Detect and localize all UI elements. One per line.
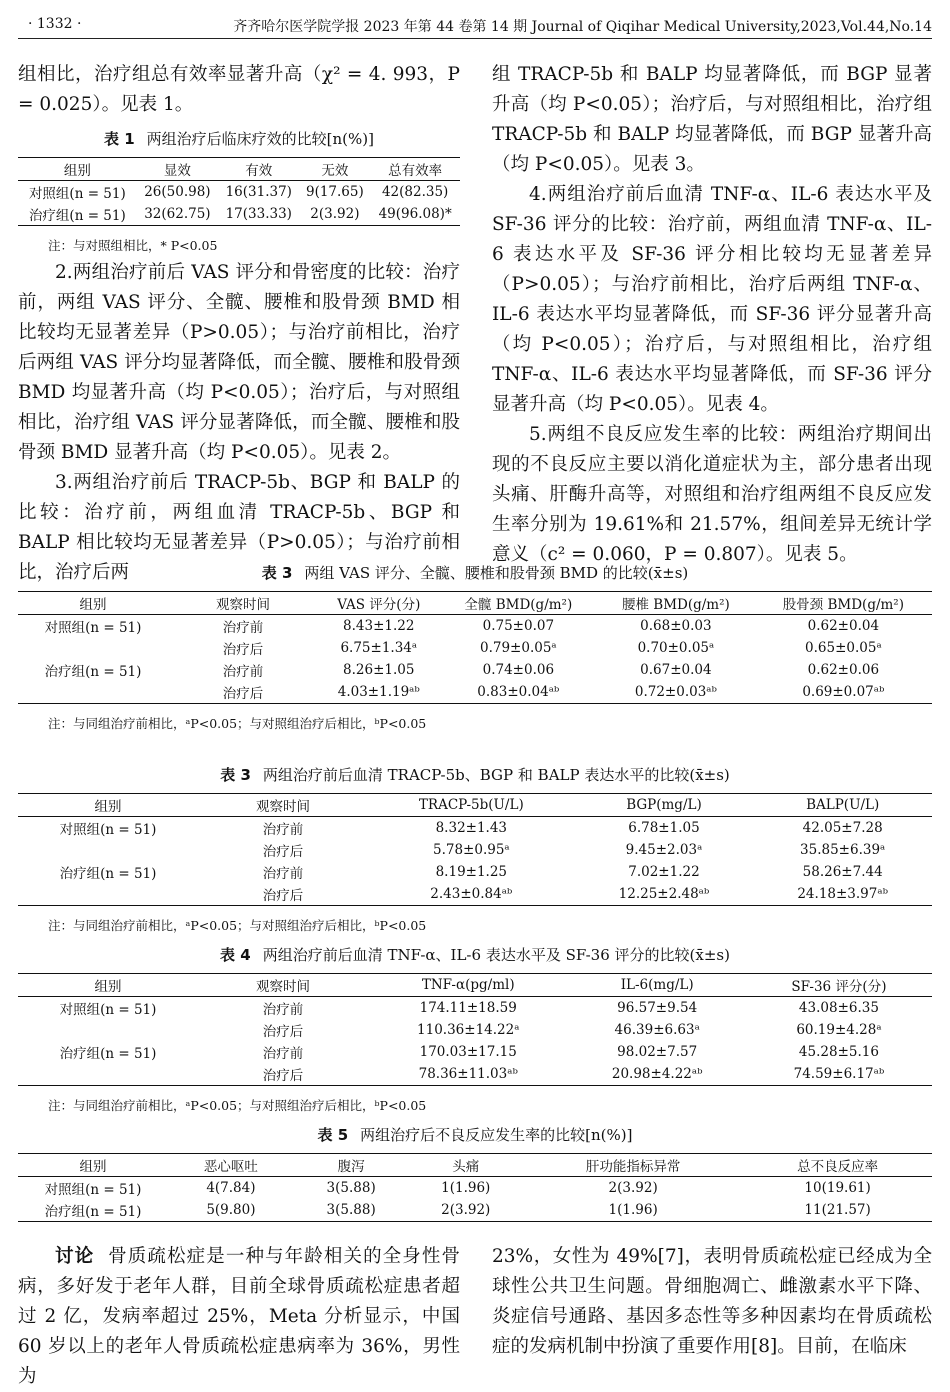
table-bone-markers-note: 注：与同组治疗前相比，ᵃP<0.05；与对照组治疗后相比，ᵇP<0.05 — [48, 918, 427, 933]
table-header-cell: 观察时间 — [168, 592, 318, 615]
table-adverse-title: 两组治疗后不良反应发生率的比较[n(%)] — [360, 1126, 633, 1144]
table-cell: 45.28±5.16 — [798, 1044, 879, 1060]
table-cell: 174.11±18.59 — [419, 1000, 517, 1016]
table-1-label: 表 1 — [104, 130, 135, 148]
table-inflammation-title: 两组治疗前后血清 TNF-α、IL-6 表达水平及 SF-36 评分的比较(x̄±s) — [262, 946, 730, 964]
table-1-header: 有效 — [218, 158, 299, 181]
table-header-cell: 腰椎 BMD(g/m²) — [597, 592, 755, 615]
table-cell: 9(17.65) — [305, 184, 364, 200]
table-cell: 35.85±6.39ᵃ — [800, 842, 886, 858]
table-cell: 98.02±7.57 — [617, 1044, 698, 1060]
table-header-cell: 观察时间 — [198, 794, 368, 817]
table-cell: 0.62±0.06 — [807, 662, 880, 678]
table-cell: 对照组(n = 51) — [59, 822, 157, 838]
table-cell: 治疗前 — [222, 620, 264, 636]
table-header-row — [18, 1154, 932, 1177]
table-row — [18, 1199, 932, 1222]
paragraph-result-5: 5.两组不良反应发生率的比较：两组治疗期间出现的不良反应主要以消化道症状为主，部分患者出现头痛、肝酶升高等，对照组和治疗组两组不良反应发生率分别为 19.61%和 21.57%，组间差异无统计学意义（c² = 0.060，P = 0.807）。见表 5。 — [492, 424, 932, 565]
table-header-cell: 观察时间 — [198, 974, 368, 997]
table-cell: 治疗组(n = 51) — [18, 1199, 168, 1222]
table-vas-bmd-label: 表 3 — [261, 564, 293, 582]
table-inflammation — [18, 973, 932, 1086]
table-cell: 2(3.92) — [608, 1180, 658, 1196]
left-column-top — [18, 60, 460, 120]
table-1-header: 显效 — [137, 158, 218, 181]
table-cell: 11(21.57) — [743, 1199, 932, 1222]
table-row — [18, 1041, 932, 1063]
table-cell: 1(1.96) — [441, 1180, 491, 1196]
table-adverse-label: 表 5 — [317, 1126, 349, 1144]
table-cell: 3(5.88) — [294, 1199, 409, 1222]
table-row — [18, 997, 932, 1020]
table-cell: 5.78±0.95ᵃ — [433, 842, 510, 858]
table-1 — [18, 157, 460, 226]
table-row — [18, 659, 932, 681]
table-vas-bmd-title: 两组 VAS 评分、全髋、腰椎和股骨颈 BMD 的比较(x̄±s) — [304, 564, 689, 582]
table-cell: 对照组(n = 51) — [59, 1002, 157, 1018]
table-cell: 治疗前 — [222, 664, 264, 680]
table-header-cell: SF-36 评分(分) — [746, 974, 932, 997]
table-cell: 4(7.84) — [206, 1180, 256, 1196]
table-cell: 8.19±1.25 — [435, 864, 508, 880]
table-row — [18, 1063, 932, 1086]
table-cell: 16(31.37) — [225, 184, 292, 200]
table-row — [18, 839, 932, 861]
table-1-header: 总有效率 — [370, 158, 460, 181]
table-header-row — [18, 974, 932, 997]
table-cell: 42.05±7.28 — [802, 820, 883, 836]
table-cell: 治疗后 — [262, 1024, 304, 1040]
table-inflammation-block — [18, 944, 932, 1114]
table-header-cell: BGP(mg/L) — [575, 794, 754, 817]
table-cell: 治疗前 — [262, 1046, 304, 1062]
table-cell: 49(96.08)* — [370, 203, 460, 226]
table-vas-bmd-note: 注：与同组治疗前相比，ᵃP<0.05；与对照组治疗后相比，ᵇP<0.05 — [48, 716, 427, 731]
table-cell: 0.65±0.05ᵃ — [805, 640, 882, 656]
table-inflammation-caption — [18, 944, 932, 965]
table-cell: 32(62.75) — [137, 203, 218, 226]
table-1-note: 注：与对照组相比，* P<0.05 — [48, 238, 218, 253]
table-1-header: 组别 — [18, 158, 137, 181]
table-cell: 0.79±0.05ᵃ — [480, 640, 557, 656]
table-cell: 2.43±0.84ᵃᵇ — [368, 883, 575, 906]
discussion-left — [18, 1242, 460, 1392]
table-header-row — [18, 592, 932, 615]
table-cell: 对照组(n = 51) — [44, 620, 142, 636]
discussion-paragraph-start — [18, 1242, 460, 1392]
table-cell: 治疗后 — [222, 642, 264, 658]
table-row — [18, 615, 932, 638]
table-cell: 20.98±4.22ᵃᵇ — [568, 1063, 745, 1086]
table-bone-markers — [18, 793, 932, 906]
table-cell: 3(5.88) — [326, 1180, 376, 1196]
table-header-cell: 总不良反应率 — [743, 1154, 932, 1177]
table-cell: 78.36±11.03ᵃᵇ — [368, 1063, 568, 1086]
table-bone-markers-block — [18, 764, 932, 934]
table-cell: 治疗组(n = 51) — [44, 664, 142, 680]
table-cell: 43.08±6.35 — [798, 1000, 879, 1016]
table-cell: 4.03±1.19ᵃᵇ — [318, 681, 440, 704]
table-cell: 1(1.96) — [523, 1199, 743, 1222]
table-adverse — [18, 1153, 932, 1222]
discussion-right — [492, 1242, 932, 1362]
table-header-cell: 头痛 — [408, 1154, 523, 1177]
table-header-row — [18, 158, 460, 181]
table-header-cell: 恶心呕吐 — [168, 1154, 294, 1177]
table-vas-bmd-caption — [18, 562, 932, 583]
table-row — [18, 1177, 932, 1200]
table-cell: 治疗后 — [198, 1063, 368, 1086]
table-cell: 治疗组(n = 51) — [59, 866, 157, 882]
table-cell — [18, 1063, 198, 1086]
table-cell: 8.43±1.22 — [343, 618, 415, 634]
table-cell — [18, 637, 168, 659]
table-cell: 5(9.80) — [168, 1199, 294, 1222]
table-header-cell: BALP(U/L) — [753, 794, 932, 817]
table-cell: 0.68±0.03 — [640, 618, 712, 634]
table-1-title: 两组治疗后临床疗效的比较[n(%)] — [146, 130, 374, 148]
table-1-caption — [18, 128, 460, 149]
table-header-cell: 组别 — [18, 1154, 168, 1177]
table-inflammation-note: 注：与同组治疗前相比，ᵃP<0.05；与对照组治疗后相比，ᵇP<0.05 — [48, 1098, 427, 1113]
journal-info: 齐齐哈尔医学院学报 2023 年第 44 卷第 14 期 Journal of Qiqihar Medical University,2023,Vol.44,No.14 — [233, 19, 932, 35]
table-cell: 0.74±0.06 — [482, 662, 555, 678]
table-cell: 24.18±3.97ᵃᵇ — [753, 883, 932, 906]
table-cell: 60.19±4.28ᵃ — [796, 1022, 882, 1038]
table-bone-markers-caption — [18, 764, 932, 785]
table-cell: 治疗前 — [262, 866, 304, 882]
table-cell: 治疗后 — [198, 883, 368, 906]
paragraph-result-1-end: 组相比，治疗组总有效率显著升高（χ² = 4. 993，P = 0.025）。见表 1。 — [18, 64, 460, 115]
table-cell — [18, 839, 198, 861]
table-cell: 17(33.33) — [218, 203, 299, 226]
table-cell: 治疗组(n = 51) — [18, 203, 137, 226]
table-row — [18, 181, 460, 204]
table-1-header: 无效 — [299, 158, 370, 181]
table-cell: 治疗后 — [262, 844, 304, 860]
table-header-cell: VAS 评分(分) — [318, 592, 440, 615]
table-cell: 42(82.35) — [381, 184, 449, 200]
left-column-body — [18, 258, 460, 588]
table-cell: 2(3.92) — [299, 203, 370, 226]
table-cell: 170.03±17.15 — [419, 1044, 517, 1060]
table-cell: 治疗后 — [168, 681, 318, 704]
table-cell: 治疗组(n = 51) — [59, 1046, 157, 1062]
table-cell: 26(50.98) — [144, 184, 211, 200]
paragraph-result-3-start: 3.两组治疗前后 TRACP-5b、BGP 和 BALP 的比较：治疗前，两组血清 TRACP-5b、BGP 和 BALP 相比较均无显著差异（P>0.05）；与治疗前相比，治疗后两 — [18, 472, 460, 583]
discussion-heading: 讨论 — [55, 1246, 95, 1267]
table-cell — [18, 681, 168, 704]
table-header-cell: 腹泻 — [294, 1154, 409, 1177]
table-cell — [18, 1019, 198, 1041]
table-bone-markers-title: 两组治疗前后血清 TRACP-5b、BGP 和 BALP 表达水平的比较(x̄±s) — [262, 766, 730, 784]
table-cell — [18, 883, 198, 906]
table-header-cell: TRACP-5b(U/L) — [368, 794, 575, 817]
table-cell: 46.39±6.63ᵃ — [614, 1022, 700, 1038]
paragraph-result-2: 2.两组治疗前后 VAS 评分和骨密度的比较：治疗前，两组 VAS 评分、全髋、腰椎和股骨颈 BMD 相比较均无显著差异（P>0.05）；与治疗前相比，治疗后两组 VAS 评分均显著降低，而全髋、腰椎和股骨颈 BMD 均显著升高（均 P<0.05）；治疗后，与对照组相比，治疗组 VAS 评分显著降低，而全髋、腰椎和股骨颈 BMD 显著升高（均 P<0.05）。见表 2。 — [18, 262, 460, 463]
table-header-cell: 股骨颈 BMD(g/m²) — [755, 592, 932, 615]
table-cell: 对照组(n = 51) — [28, 186, 126, 202]
table-header-cell: 组别 — [18, 974, 198, 997]
table-cell: 0.75±0.07 — [482, 618, 555, 634]
table-inflammation-label: 表 4 — [220, 946, 251, 964]
table-header-cell: 肝功能指标异常 — [523, 1154, 743, 1177]
table-adverse-block — [18, 1124, 932, 1222]
table-row — [18, 817, 932, 840]
table-cell: 58.26±7.44 — [802, 864, 883, 880]
table-cell: 治疗前 — [262, 822, 304, 838]
table-cell: 治疗前 — [262, 1002, 304, 1018]
table-cell: 74.59±6.17ᵃᵇ — [746, 1063, 932, 1086]
table-row — [18, 883, 932, 906]
table-row — [18, 203, 460, 226]
discussion-text-left: 骨质疏松症是一种与年龄相关的全身性骨病，多好发于老年人群，目前全球骨质疏松症患者超过 2 亿，发病率超过 25%，Meta 分析显示，中国 60 岁以上的老年人骨质疏松症患病率为 36%，男性为 — [18, 1246, 460, 1387]
table-cell: 96.57±9.54 — [617, 1000, 698, 1016]
table-cell: 0.67±0.04 — [640, 662, 712, 678]
table-cell: 6.75±1.34ᵃ — [340, 640, 418, 656]
running-header — [18, 10, 932, 39]
table-cell: 12.25±2.48ᵃᵇ — [575, 883, 754, 906]
table-header-cell: TNF-α(pg/ml) — [368, 974, 568, 997]
table-cell: 6.78±1.05 — [628, 820, 700, 836]
table-cell: 8.32±1.43 — [435, 820, 508, 836]
paragraph-result-4: 4.两组治疗前后血清 TNF-α、IL-6 表达水平及 SF-36 评分的比较：治疗前，两组血清 TNF-α、IL-6 表达水平及 SF-36 评分相比较均无显著差异（P>0.05）；与治疗前相比，治疗后两组 TNF-α、IL-6 表达水平均显著降低，而 SF-36 评分显著升高（均 P<0.05）；治疗后，与对照组相比，治疗组 TNF-α、IL-6 表达水平均显著降低，而 SF-36 评分显著升高（均 P<0.05）。见表 4。 — [492, 184, 932, 415]
table-cell: 0.62±0.04 — [807, 618, 880, 634]
table-row — [18, 861, 932, 883]
right-column-top — [492, 60, 932, 570]
table-header-cell: 组别 — [18, 592, 168, 615]
table-header-cell: 全髋 BMD(g/m²) — [440, 592, 598, 615]
table-cell: 9.45±2.03ᵃ — [625, 842, 703, 858]
table-header-cell: IL-6(mg/L) — [568, 974, 745, 997]
discussion-text-right: 23%，女性为 49%[7]，表明骨质疏松症已经成为全球性公共卫生问题。骨细胞凋亡、雌激素水平下降、炎症信号通路、基因多态性等多种因素均在骨质疏松症的发病机制中扮演了重要作用[8]。目前，在临床 — [492, 1246, 932, 1357]
table-vas-bmd-block — [18, 562, 932, 732]
page-number: · 1332 · — [28, 16, 82, 32]
table-bone-markers-label: 表 3 — [220, 766, 251, 784]
table-1-block — [18, 128, 460, 254]
table-cell: 10(19.61) — [804, 1180, 871, 1196]
table-cell: 110.36±14.22ᵃ — [417, 1022, 520, 1038]
table-header-cell: 组别 — [18, 794, 198, 817]
table-row — [18, 637, 932, 659]
table-cell: 0.83±0.04ᵃᵇ — [440, 681, 598, 704]
paragraph-result-3-end: 组 TRACP-5b 和 BALP 均显著降低，而 BGP 显著升高（均 P<0.05）；治疗后，与对照组相比，治疗组 TRACP-5b 和 BALP 均显著降低，而 BGP 显著升高（均 P<0.05）。见表 3。 — [492, 64, 932, 175]
table-adverse-caption — [18, 1124, 932, 1145]
table-cell: 0.72±0.03ᵃᵇ — [597, 681, 755, 704]
table-vas-bmd — [18, 591, 932, 704]
table-cell: 0.70±0.05ᵃ — [637, 640, 715, 656]
table-row — [18, 681, 932, 704]
table-cell: 2(3.92) — [408, 1199, 523, 1222]
table-row — [18, 1019, 932, 1041]
table-cell: 对照组(n = 51) — [44, 1182, 142, 1198]
table-header-row — [18, 794, 932, 817]
table-cell: 7.02±1.22 — [628, 864, 700, 880]
table-cell: 8.26±1.05 — [343, 662, 415, 678]
table-cell: 0.69±0.07ᵃᵇ — [755, 681, 932, 704]
